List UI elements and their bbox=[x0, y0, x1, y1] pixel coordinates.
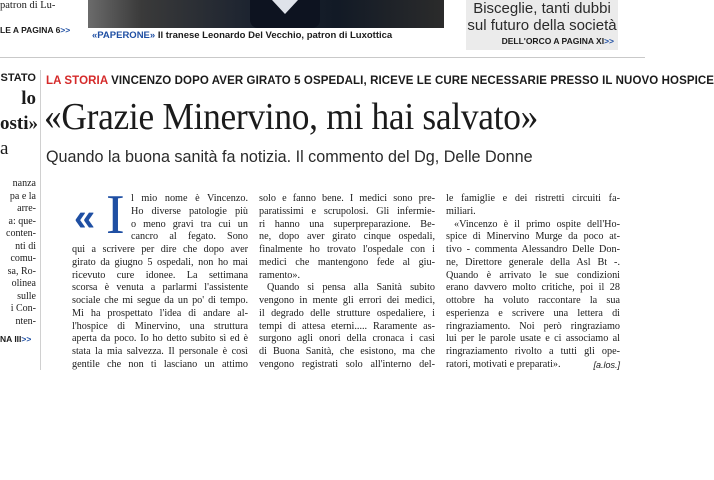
left-body-line: pa e la bbox=[9, 190, 36, 202]
body-line: spice di Minervino Murge da poco at- bbox=[446, 231, 620, 243]
left-body-line: nti di bbox=[15, 240, 36, 252]
body-line: ringraziamento rivolto a tutti gli ope- bbox=[446, 346, 620, 357]
left-subhead-fragment: a bbox=[0, 138, 9, 159]
body-line: erano davvero molto critiche, poi il 28 bbox=[446, 282, 620, 294]
left-body-line: a: que- bbox=[8, 215, 36, 227]
body-line: esperienza e scrivere una lettera di bbox=[446, 307, 620, 319]
top-left-text: patron di Lu- bbox=[0, 0, 56, 11]
body-line: ne, Direttore generale della Asl Bt -. bbox=[446, 256, 620, 268]
caption-text: Il tranese Leonardo Del Vecchio, patron di Luxottica bbox=[157, 30, 393, 41]
body-line: stata la mia salvezza. Il personale è così bbox=[72, 346, 248, 357]
column-divider bbox=[40, 70, 41, 370]
body-line: surgono agli onori della cronaca i casi bbox=[259, 333, 435, 345]
left-body-line: nten- bbox=[15, 315, 36, 327]
body-line: ottobre ha voluto raccontare la sua bbox=[446, 295, 620, 306]
body-line: sociale che mi segue da un po' di tempo. bbox=[72, 295, 248, 306]
left-partial-body bbox=[0, 178, 36, 344]
body-line: Quando si pensa alla Sanità subito bbox=[267, 282, 435, 294]
body-line: le famiglie e dei ristretti circuiti fa- bbox=[446, 193, 620, 204]
left-body-line: sa, Ro- bbox=[7, 265, 36, 277]
body-line: Ho diverse patologie più bbox=[131, 205, 248, 217]
body-line: Mi ha prospettato l'idea di andare al- bbox=[72, 307, 248, 319]
body-line: ringraziamento. Noi però ringraziamo bbox=[446, 320, 620, 332]
body-line: ratori, motivati e preparati». bbox=[446, 358, 561, 370]
teaser-line: Bisceglie, tanti dubbi bbox=[473, 0, 611, 17]
left-body-line: arre- bbox=[17, 203, 36, 214]
drop-cap: I bbox=[106, 184, 125, 246]
left-headline-line: osti» bbox=[0, 113, 38, 134]
article-subhead: Quando la buona sanità fa notizia. Il commento del Dg, Delle Donne bbox=[46, 147, 533, 166]
article-column-1 bbox=[72, 193, 248, 372]
body-line: tempi di attesa eterni..... Raramente as- bbox=[259, 320, 435, 332]
body-line: ramento». bbox=[259, 269, 301, 281]
body-line: scorsa è venuta a parlarmi l'assistente bbox=[72, 282, 248, 294]
teaser-line: sul futuro della società bbox=[467, 17, 617, 34]
body-line: miliari. bbox=[446, 205, 476, 217]
top-left-column bbox=[0, 0, 80, 46]
body-line: qui a scrivere per dire che dopo aver bbox=[72, 244, 248, 255]
left-kicker: STATO bbox=[0, 72, 36, 84]
body-line: paratissimi e scrupolosi. Gli infermie- bbox=[259, 205, 435, 217]
body-line: aperta da poco. Io ho detto subito sì ed è bbox=[72, 333, 248, 345]
body-line: di Buona Sanità, che esistono, ma che bbox=[259, 346, 435, 357]
kicker-label: LA STORIA bbox=[46, 75, 108, 87]
body-line: vengono registrati solo all'interno del- bbox=[259, 358, 435, 370]
body-line: ricevuto cure idonee. La settimana bbox=[72, 269, 248, 281]
caption-tag: «PAPERONE» bbox=[92, 30, 156, 41]
left-body-line: olinea bbox=[11, 278, 36, 289]
top-left-page-ref: LE A PAGINA 6>> bbox=[0, 25, 71, 35]
left-headline-line: lo bbox=[21, 88, 36, 109]
left-body-line: sulle bbox=[17, 290, 36, 302]
kicker-text: VINCENZO DOPO AVER GIRATO 5 OSPEDALI, RICEVE LE CURE NECESSARIE PRESSO IL NUOVO HOSPICE bbox=[111, 75, 714, 87]
body-line: gentile che non ti lasciano un attimo bbox=[72, 358, 248, 370]
article-headline: «Grazie Minervino, mi hai salvato» bbox=[44, 96, 538, 138]
body-line: finalmente ho trovato l'ospedale con i bbox=[259, 244, 435, 255]
left-page-ref: NA III>> bbox=[0, 334, 32, 344]
left-partial-article bbox=[0, 72, 36, 159]
body-line: cancro al fegato. Sono bbox=[131, 231, 248, 243]
section-divider bbox=[0, 57, 645, 58]
author-signature: [a.los.] bbox=[593, 359, 620, 370]
body-line: «Vincenzo è il primo ospite dell'Ho- bbox=[454, 218, 620, 230]
left-body-line: comu- bbox=[10, 253, 36, 264]
teaser-page-ref: DELL'ORCO A PAGINA XI>> bbox=[501, 36, 614, 46]
final-line bbox=[446, 359, 620, 372]
body-line: solo e fanno bene. I medici sono pre- bbox=[259, 193, 435, 204]
photo-caption bbox=[92, 30, 442, 41]
article-column-3 bbox=[446, 193, 620, 372]
body-line: ri hanno una superpreparazione. Be- bbox=[259, 218, 435, 230]
body-line: Quando è arrivato le sue condizioni bbox=[446, 269, 620, 281]
body-line: vengono in mente gli errori dei medici, bbox=[259, 295, 435, 306]
body-line: girato da giugno 5 ospedali, non ho mai bbox=[72, 256, 248, 268]
body-line: ne, dopo aver girato cinque ospedali, bbox=[259, 231, 435, 243]
body-line: il degrado delle strutture ospedaliere, i bbox=[259, 307, 435, 319]
left-body-line: nanza bbox=[12, 178, 36, 189]
body-line: lui per le parole usate e ci associamo al bbox=[446, 333, 620, 345]
body-line: tivo - commenta Alessandro Delle Don- bbox=[446, 244, 620, 255]
left-body-line: i Con- bbox=[10, 303, 36, 314]
quote-mark-icon: « bbox=[74, 197, 96, 239]
article-column-2 bbox=[259, 193, 435, 372]
top-right-teaser bbox=[466, 0, 618, 50]
body-line: o meno gravi tra cui un bbox=[131, 218, 248, 230]
article-kicker bbox=[46, 75, 714, 87]
body-line: medici che mantengono fede al giu- bbox=[259, 256, 435, 268]
body-line: l mio nome è Vincenzo. bbox=[131, 193, 248, 204]
left-body-line: conten- bbox=[6, 228, 36, 239]
body-line: l'hospice di Minervino, una struttura bbox=[72, 320, 248, 332]
